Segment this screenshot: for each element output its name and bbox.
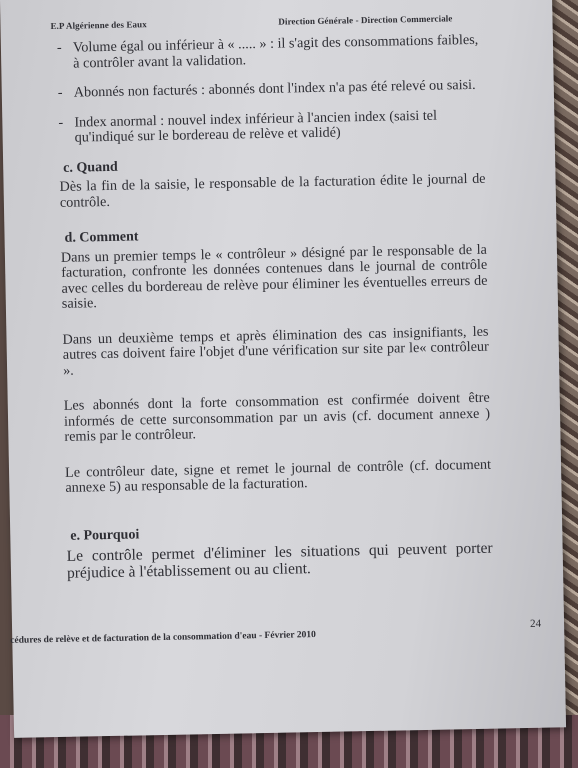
paragraph: Le contrôleur date, signe et remet le journal de contrôle (cf. document annexe 5) au responsable de la facturation. <box>64 456 492 496</box>
section-heading: d. Comment <box>64 229 139 246</box>
section-heading: c. Quand <box>63 159 118 176</box>
bullet-item <box>58 107 485 146</box>
page-content <box>57 33 494 602</box>
header-direction: Direction Générale - Direction Commerciale <box>278 13 453 27</box>
section-comment <box>60 223 491 497</box>
section-quand <box>59 152 486 211</box>
bullet-dash: - <box>56 39 62 56</box>
paragraph: Les abonnés dont la forte consommation est confirmée doivent être informés de cette surconsommation par un avis (cf. document annexe ) remis par le contrôleur. <box>63 389 491 445</box>
section-heading: e. Pourquoi <box>70 526 140 544</box>
bullet-text: Abonnés non facturés : abonnés dont l'index n'a pas été relevé ou saisi. <box>73 76 476 101</box>
paragraph: Dans un premier temps le « contrôleur » désigné par le responsable de la facturation, confronte les données contenues dans le journal de contrôle avec celles du bordereau de relève pour éliminer les éventuelles erreurs de saisie. <box>60 241 488 312</box>
bullet-item <box>57 33 484 72</box>
header-organization: E.P Algérienne des Eaux <box>50 19 147 32</box>
bullet-dash: - <box>58 114 64 131</box>
bullet-text: Index anormal : nouvel index inférieur à l'ancien index (saisi tel qu'indiqué sur le bordereau de relève et validé) <box>74 107 438 146</box>
section-pourquoi <box>66 520 493 582</box>
paragraph: Dans un deuxième temps et après élimination des cas insignifiants, les autres cas doivent faire l'objet d'une vérification sur site par le« contrôleur ». <box>62 323 489 379</box>
paragraph: Le contrôle permet d'éliminer les situations qui peuvent porter préjudice à l'établissement ou au client. <box>66 539 493 582</box>
page-number: 24 <box>529 617 542 630</box>
paragraph: Dès la fin de la saisie, le responsable de la facturation édite le journal de contrôle. <box>59 170 486 211</box>
bullet-dash: - <box>57 84 63 101</box>
bullet-item <box>58 78 484 102</box>
bullet-text: Volume égal ou inférieur à « ..... » : il s'agit des consommations faibles, à contrôler avant la validation. <box>72 31 479 72</box>
page-footer: cédures de relève et de facturation de la consommation d'eau - Février 2010 <box>10 630 316 646</box>
page-header <box>50 13 452 35</box>
